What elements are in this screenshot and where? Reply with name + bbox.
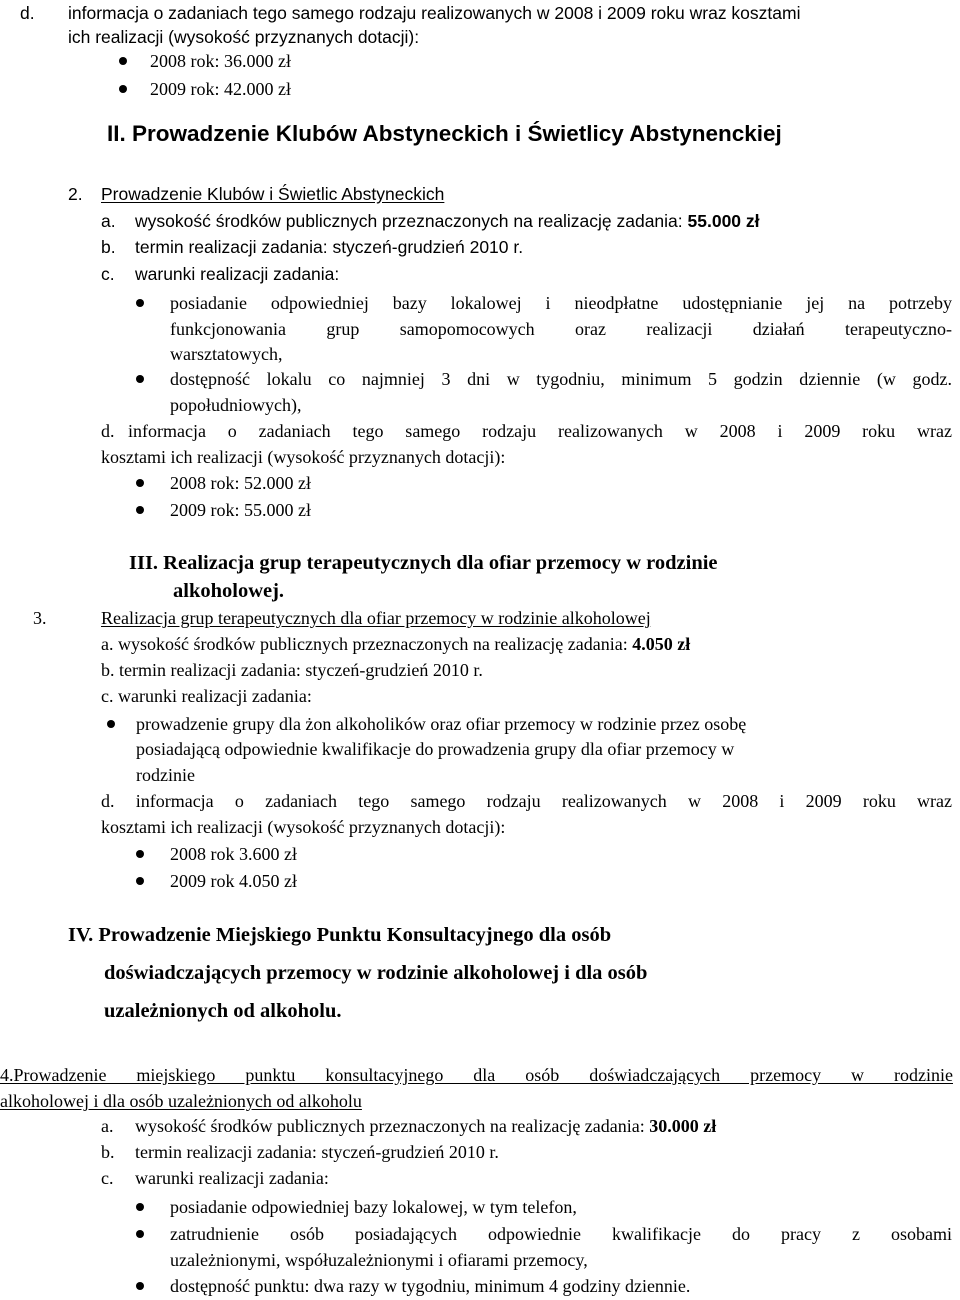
bullet1-line3: rodzinie (136, 765, 195, 785)
a-text (101, 633, 690, 655)
bullet-dot (136, 1282, 144, 1290)
section-heading-iv-line2: doświadczających przemocy w rodzinie alkoholowej i dla osób (104, 962, 648, 984)
amount-2009: 2009 rok 4.050 zł (170, 871, 297, 891)
section-heading-iii: III. Realizacja grup terapeutycznych dla ofiar przemocy w rodzinie (129, 552, 718, 574)
a-amount: 4.050 zł (632, 634, 691, 654)
item-title: Realizacja grup terapeutycznych dla ofiar przemocy w rodzinie alkoholowej (101, 608, 651, 628)
bullet1-line3: warsztatowych, (170, 344, 283, 364)
c-text: warunki realizacji zadania: (135, 264, 340, 284)
bullet-dot (136, 479, 144, 487)
d-text-line1: informacja o zadaniach tego samego rodzaju realizowanych w 2008 i 2009 roku wraz (128, 421, 952, 441)
a-amount: 55.000 zł (687, 211, 760, 231)
section-heading-iv-line3: uzależnionych od alkoholu. (104, 1000, 342, 1022)
section-heading-iv: IV. Prowadzenie Miejskiego Punktu Konsultacyjnego dla osób (68, 924, 612, 946)
bullet-dot (136, 877, 144, 885)
amount-2009: 2009 rok: 55.000 zł (170, 500, 311, 520)
bullet-dot (136, 375, 144, 383)
amount-2009: 2009 rok: 42.000 zł (150, 79, 291, 99)
bullet2-line1: dostępność lokalu co najmniej 3 dni w tygodniu, minimum 5 godzin dziennie (w godz. (170, 369, 952, 389)
bullet3: dostępność punktu: dwa razy w tygodniu, minimum 4 godziny dziennie. (170, 1276, 691, 1296)
d-letter: d. (101, 421, 115, 441)
bullet-dot (119, 85, 127, 93)
bullet2-line2: uzależnionymi, współuzależnionymi i ofiarami przemocy, (170, 1250, 588, 1270)
item-number: 3. (33, 608, 47, 628)
bullet1-line1: prowadzenie grupy dla żon alkoholików oraz ofiar przemocy w rodzinie przez osobę (136, 714, 747, 734)
b-text: b. termin realizacji zadania: styczeń-grudzień 2010 r. (101, 660, 483, 680)
a-label: a. wysokość środków publicznych przeznaczonych na realizację zadania: (101, 634, 628, 654)
bullet1-line2: posiadającą odpowiednie kwalifikacje do prowadzenia grupy dla ofiar przemocy w (136, 739, 735, 759)
a-label: wysokość środków publicznych przeznaczonych na realizację zadania: (135, 211, 683, 231)
section-heading-ii: II. Prowadzenie Klubów Abstyneckich i Świetlicy Abstynenckiej (107, 121, 782, 146)
c-letter: c. (101, 1168, 114, 1188)
bullet-dot (119, 57, 127, 65)
bullet-dot (136, 1230, 144, 1238)
amount-2008: 2008 rok 3.600 zł (170, 844, 297, 864)
bullet-dot (136, 850, 144, 858)
item-title-line1: 4.Prowadzenie miejskiego punktu konsultacyjnego dla osób doświadczających przemocy w rodzinie (0, 1065, 953, 1085)
amount-2008: 2008 rok: 52.000 zł (170, 473, 311, 493)
item-title-line2: alkoholowej i dla osób uzależnionych od alkoholu (0, 1091, 362, 1111)
c-text: c. warunki realizacji zadania: (101, 686, 312, 706)
c-letter: c. (101, 264, 115, 284)
item-number: 2. (68, 184, 83, 204)
bullet-dot (136, 506, 144, 514)
bullet2-line1: zatrudnienie osób posiadających odpowiednie kwalifikacje do pracy z osobami (170, 1224, 952, 1244)
d-text-line2: kosztami ich realizacji (wysokość przyznanych dotacji): (101, 447, 506, 467)
d-text-line1: informacja o zadaniach tego samego rodzaju realizowanych w 2008 i 2009 roku wraz kosztami (68, 3, 801, 23)
bullet-dot (107, 720, 115, 728)
bullet1-line1: posiadanie odpowiedniej bazy lokalowej i nieodpłatne udostępnianie jej na potrzeby (170, 293, 952, 313)
bullet1-line2: funkcjonowania grup samopomocowych oraz realizacji działań terapeutyczno- (170, 319, 952, 339)
a-text (135, 210, 760, 232)
b-letter: b. (101, 1142, 115, 1162)
a-letter: a. (101, 211, 116, 231)
a-letter: a. (101, 1116, 114, 1136)
a-text (135, 1115, 716, 1137)
amount-2008: 2008 rok: 36.000 zł (150, 51, 291, 71)
d-text-line1: d. informacja o zadaniach tego samego rodzaju realizowanych w 2008 i 2009 roku wraz (101, 791, 952, 811)
bullet-dot (136, 299, 144, 307)
a-label: wysokość środków publicznych przeznaczonych na realizację zadania: (135, 1116, 645, 1136)
d-letter: d. (20, 3, 35, 23)
bullet-dot (136, 1203, 144, 1211)
item-title: Prowadzenie Klubów i Świetlic Abstyneckich (101, 184, 445, 204)
b-letter: b. (101, 237, 116, 257)
c-text: warunki realizacji zadania: (135, 1168, 329, 1188)
section-heading-iii-line2: alkoholowej. (173, 580, 285, 602)
a-amount: 30.000 zł (649, 1116, 717, 1136)
bullet1: posiadanie odpowiedniej bazy lokalowej, w tym telefon, (170, 1197, 577, 1217)
d-text-line2: ich realizacji (wysokość przyznanych dotacji): (68, 27, 420, 47)
d-text-line2: kosztami ich realizacji (wysokość przyznanych dotacji): (101, 817, 506, 837)
b-text: termin realizacji zadania: styczeń-grudzień 2010 r. (135, 237, 524, 257)
bullet2-line2: popołudniowych), (170, 395, 302, 415)
b-text: termin realizacji zadania: styczeń-grudzień 2010 r. (135, 1142, 499, 1162)
